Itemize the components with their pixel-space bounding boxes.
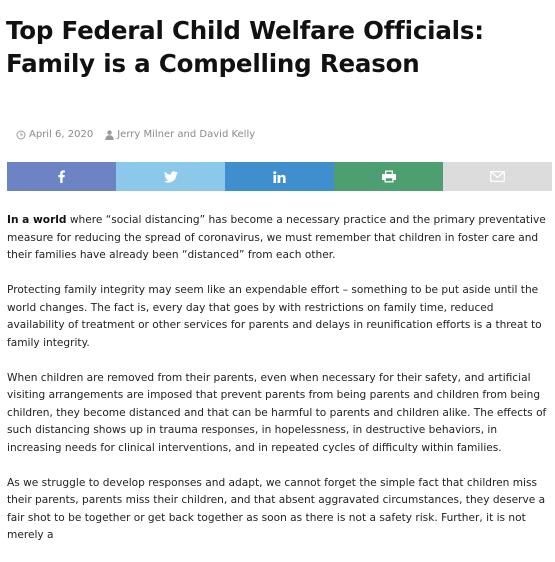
envelope-icon (490, 171, 505, 182)
facebook-icon (58, 170, 65, 183)
lead-in: In a world (7, 214, 67, 226)
article-date: April 6, 2020 (29, 129, 94, 140)
paragraph-1: In a world where “social distancing” has become a necessary practice and the primary preventative measure for reducing the spread of coronavirus, we must remember that children in foster care and their families have already been “distanced” from each other. (7, 214, 546, 261)
paragraph-2: Protecting family integrity may seem like an expendable effort – something to be put aside until the world changes. The fact is, every day that goes by with restrictions on family time, reduced availability of treatment or other services for parents and delays in reunification efforts is a threat to family integrity. (7, 284, 542, 349)
article-meta (16, 129, 255, 140)
clock-icon (16, 130, 26, 140)
paragraph-4: As we struggle to develop responses and adapt, we cannot forget the simple fact that children miss their parents, parents miss their children, and that absent aggravated circumstances, they deserve a fair shot to be together or get back together as soon as there is not a safety risk. Further, it is not merely a (7, 476, 546, 541)
share-bar (7, 162, 552, 191)
share-print-button[interactable] (334, 162, 443, 191)
share-twitter-button[interactable] (116, 162, 225, 191)
paragraph-3: When children are removed from their parents, even when necessary for their safety, and artificial visiting arrangements are imposed that prevent parents from being parents and children from being children, they become distanced and that can be harmful to parents and children alike. The effects of such distancing shows up in trauma responses, in hopelessness, in destructive behaviors, in increasing needs for clinical interventions, and in repeated cycles of difficulty within families. (7, 371, 547, 454)
printer-icon (382, 170, 396, 183)
user-icon (105, 130, 114, 140)
linkedin-icon (273, 171, 286, 183)
article-title: Top Federal Child Welfare Officials: Family is a Compelling Reason (6, 16, 484, 78)
share-linkedin-button[interactable] (225, 162, 334, 191)
share-facebook-button[interactable] (7, 162, 116, 191)
article-body (7, 212, 553, 562)
share-email-button[interactable] (443, 162, 552, 191)
twitter-icon (164, 171, 178, 183)
article-authors[interactable]: Jerry Milner and David Kelly (117, 129, 256, 140)
